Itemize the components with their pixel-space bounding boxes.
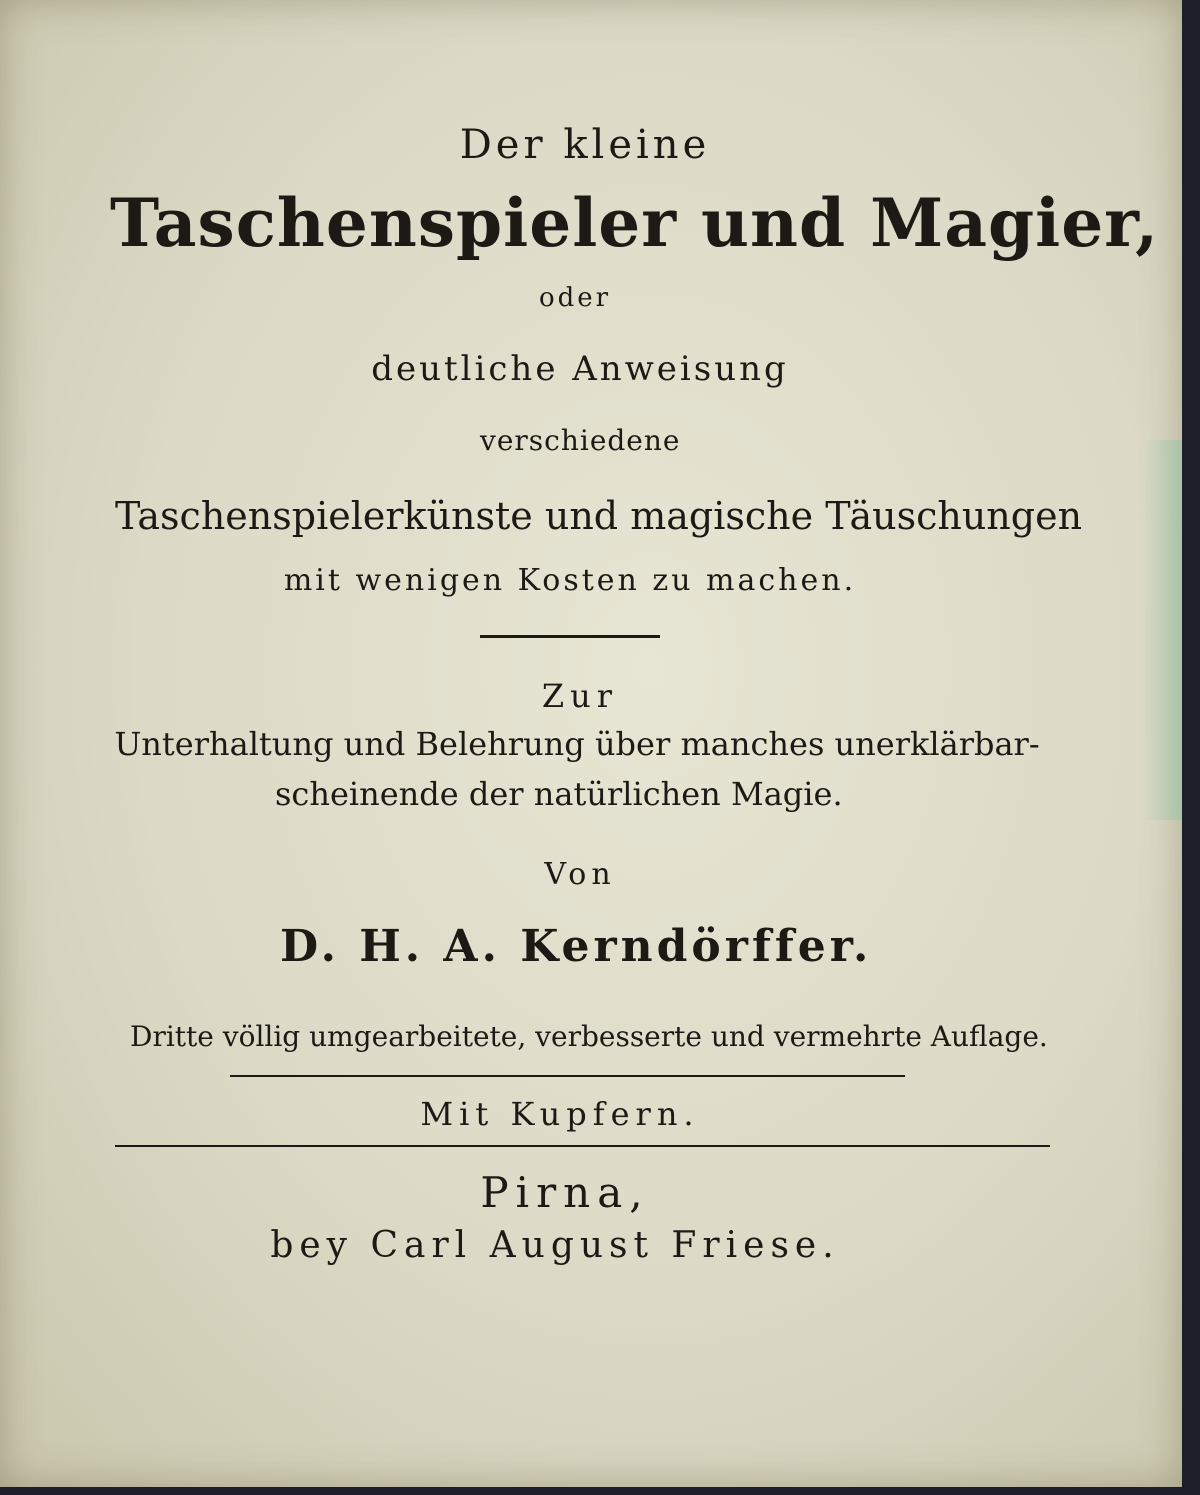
main-title: Taschenspieler und Magier, bbox=[110, 184, 1160, 262]
edition-statement: Dritte völlig umgearbeitete, verbesserte und vermehrte Auflage. bbox=[130, 1020, 1048, 1053]
subtitle-line-3: Taschenspielerkünste und magische Täuschungen bbox=[115, 494, 1083, 538]
purpose-line-2: Unterhaltung und Belehrung über manches unerklärbar- bbox=[114, 725, 1040, 763]
divider-medium bbox=[230, 1075, 905, 1077]
subtitle-line-4: mit wenigen Kosten zu machen. bbox=[283, 563, 857, 598]
subtitle-line-2: verschiedene bbox=[480, 424, 681, 457]
imprint-publisher: bey Carl August Friese. bbox=[270, 1225, 840, 1266]
purpose-line-1: Zur bbox=[541, 677, 619, 715]
imprint-place: Pirna, bbox=[480, 1168, 650, 1217]
paper-stain bbox=[1142, 440, 1182, 820]
title-line-1: Der kleine bbox=[459, 122, 711, 168]
purpose-line-3: scheinende der natürlichen Magie. bbox=[275, 775, 843, 813]
author-name: D. H. A. Kerndörffer. bbox=[280, 921, 873, 972]
by-line: Von bbox=[544, 857, 616, 892]
divider-short bbox=[480, 635, 660, 638]
divider-long bbox=[115, 1145, 1050, 1147]
illustrations-note: Mit Kupfern. bbox=[420, 1095, 700, 1133]
subtitle-line-1: deutliche Anweisung bbox=[371, 349, 789, 389]
title-line-oder: oder bbox=[538, 283, 612, 313]
